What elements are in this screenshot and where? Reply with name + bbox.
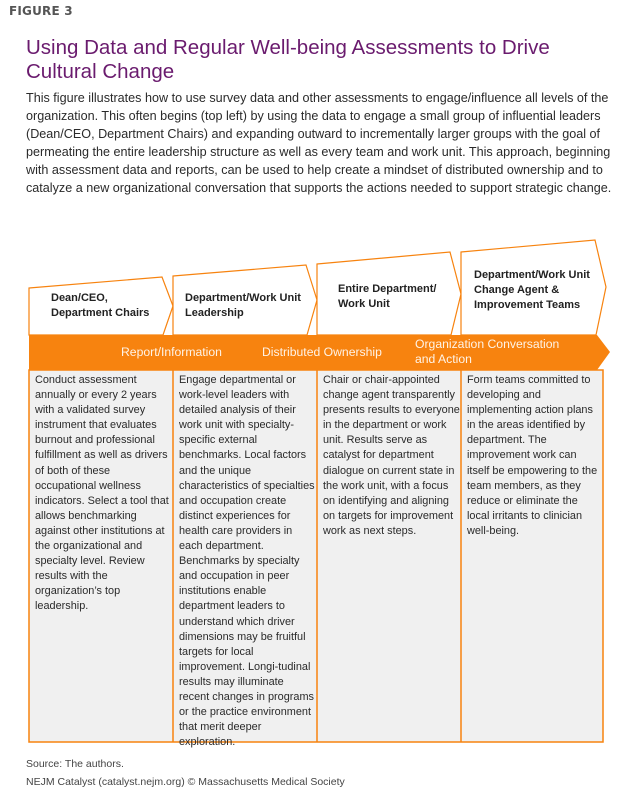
band-label-report-information — [121, 345, 222, 360]
stage-header-line: Entire Department/ — [338, 283, 437, 295]
stage-body-2: Engage departmental or work-level leaders with detailed analysis of their work unit with specialty-specific external benchmarks. Local factors and the unique characteristics of specialties and occupation create distinct experiences for health care providers in each department. Benchmarks by specialty and occupation in peer institutions enable department leaders to understand which driver dimensions may be fruitful targets for local improvement. Longi-tudinal results may illuminate recent changes in programs or the practice environment that merit deeper exploration. — [179, 374, 315, 749]
stage-header-line: Department Chairs — [51, 307, 150, 319]
stage-header-line: Improvement Teams — [474, 299, 581, 311]
band-label-line: Report/Information — [121, 345, 222, 359]
stage-body-3: Chair or chair-appointed change agent transparently presents results to everyone in the department or work unit. Results serve as catalyst for department dialogue on current state in the work unit, with a focus on identifying and aligning on targets for improvement work as next steps. — [323, 374, 460, 537]
stage-body-1: Conduct assessment annually or every 2 years with a validated survey instrument that evaluates burnout and professional fulfillment as well as drivers of both of these occupational wellness indicators. Select a tool that allows benchmarking against other institutions at the organizational and specialty level. Review results with the organization’s top leadership. — [35, 374, 169, 613]
stage-header-line: Dean/CEO, — [51, 292, 108, 304]
figure-title: Using Data and Regular Well-being Assessments to Drive Cultural Change — [26, 36, 550, 83]
stage-header-line: Leadership — [185, 307, 244, 319]
stage-header-1 — [51, 291, 149, 321]
figure-label: FIGURE 3 — [9, 4, 73, 18]
figure-description: This figure illustrates how to use survey data and other assessments to engage/influence all levels of the organization. This often begins (top left) by using the data to engage a small group of influential leaders (Dean/CEO, Department Chairs) and expanding outward to incrementally larger groups with the goal of permeating the entire leadership structure as well as every team and work unit. This approach, beginning with assessment data and reports, can be used to help create a mindset of distributed ownership and to catalyze a new organizational conversation that supports the actions needed to support strategic change. — [26, 91, 612, 195]
stage-header-line: Work Unit — [338, 298, 390, 310]
stage-body-4: Form teams committed to developing and implementing action plans in the areas identified by department. The improvement work can itself be empowering to the team members, as they reduce or eliminate the local irritants to clinician well-being. — [467, 374, 598, 537]
stage-header-line: Change Agent & — [474, 284, 560, 296]
band-label-organization-conversation — [415, 337, 559, 367]
band-label-line: Distributed Ownership — [262, 345, 382, 359]
stage-header-line: Department/Work Unit — [185, 292, 301, 304]
stage-header-2 — [185, 291, 301, 321]
band-label-line: and Action — [415, 352, 472, 366]
band-label-line: Organization Conversation — [415, 337, 560, 351]
stage-header-4 — [474, 268, 590, 313]
band-label-distributed-ownership — [262, 345, 382, 360]
source-note: Source: The authors. — [26, 758, 124, 770]
copyright-footer: NEJM Catalyst (catalyst.nejm.org) © Massachusetts Medical Society — [26, 776, 345, 788]
stage-header-3 — [338, 282, 436, 312]
stage-header-line: Department/Work Unit — [474, 269, 590, 281]
